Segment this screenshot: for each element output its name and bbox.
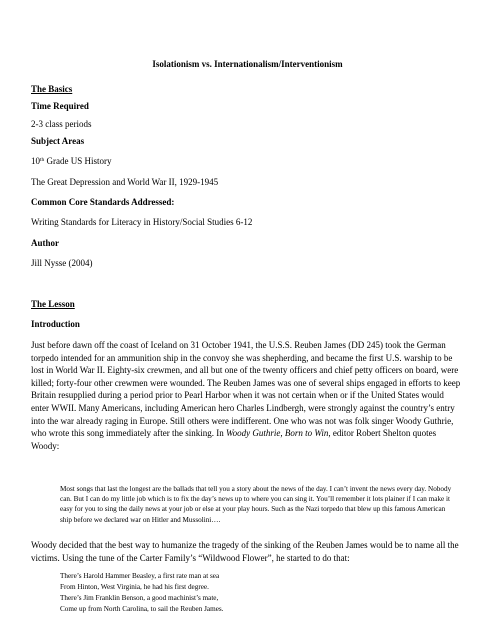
lesson-heading: The Lesson [31, 299, 75, 309]
grade-text: Grade US History [44, 156, 112, 166]
grade-number: 10 [31, 156, 40, 166]
intro-text-end: , editor Robert Shelton quotes Woody: [31, 428, 437, 451]
time-required-label: Time Required [31, 101, 89, 111]
second-paragraph: Woody decided that the best way to humanize the tragedy of the sinking of the Reuben James would be to name all the victims. Using the tune of the Carter Family’s “Wildwood Flower”, he started to do that: [31, 540, 459, 563]
standards-label: Common Core Standards Addressed: [31, 197, 175, 207]
basics-heading: The Basics [31, 84, 73, 94]
subject-areas-label: Subject Areas [31, 136, 85, 146]
subject-period: The Great Depression and World War II, 1929-1945 [31, 177, 219, 187]
intro-text: Just before dawn off the coast of Iceland on 31 October 1941, the U.S.S. Reuben James (DD 245) took the German torpedo intended for an ammunition ship in the convoy she was shepherding, and became the first U.S. warship to be lost in World War II. Eighty-six crewmen, and all but one of the twenty officers and chief petty officers on board, were killed; forty-four other crewmen were wounded. The Reuben James was one of several ships engaged in efforts to keep Britain resupplied during a period prior to Pearl Harbor when it was not certain when or if the United States would enter WWII. Many Americans, including American hero Charles Lindbergh, were strongly against the country’s entry into the war already raging in Europe. Still others were indifferent. One who was not was folk singer Woody Guthrie, who wrote this song immediately after the sinking. In [31, 340, 461, 439]
standards-value: Writing Standards for Literacy in History/Social Studies 6-12 [31, 217, 253, 227]
introduction-label: Introduction [31, 319, 80, 329]
grade-level [31, 155, 112, 167]
poem-line: There’s Jim Franklin Benson, a good machinist’s mate, [60, 594, 219, 602]
author-label: Author [31, 238, 60, 248]
time-required-value: 2-3 class periods [31, 119, 92, 129]
poem-line: There’s Harold Hammer Beasley, a first rate man at sea [60, 572, 220, 580]
guthrie-quote: Most songs that last the longest are the ballads that tell you a story about the news of the day. I can’t invent the news every day. Nobody can. But I can do my little job which is to fix the day’s news up to where you can sing it. You’ll remember it lots plainer if I can make it easy for you to sing the daily news at your job or else at your play hours. Such as the Nazi torpedo that blew up this famous American ship before we declared war on Hitler and Mussolini…. [60, 485, 452, 524]
poem-line: Come up from North Carolina, to sail the Reuben James. [60, 605, 224, 613]
book-title: Woody Guthrie, Born to Win [225, 428, 329, 439]
poem-line: From Hinton, West Virginia, he had his first degree. [60, 583, 209, 591]
document-title: Isolationism vs. Internationalism/Interventionism [152, 59, 343, 69]
introduction-paragraph [31, 339, 461, 452]
grade-suffix: th [40, 157, 45, 163]
author-value: Jill Nysse (2004) [31, 258, 93, 268]
